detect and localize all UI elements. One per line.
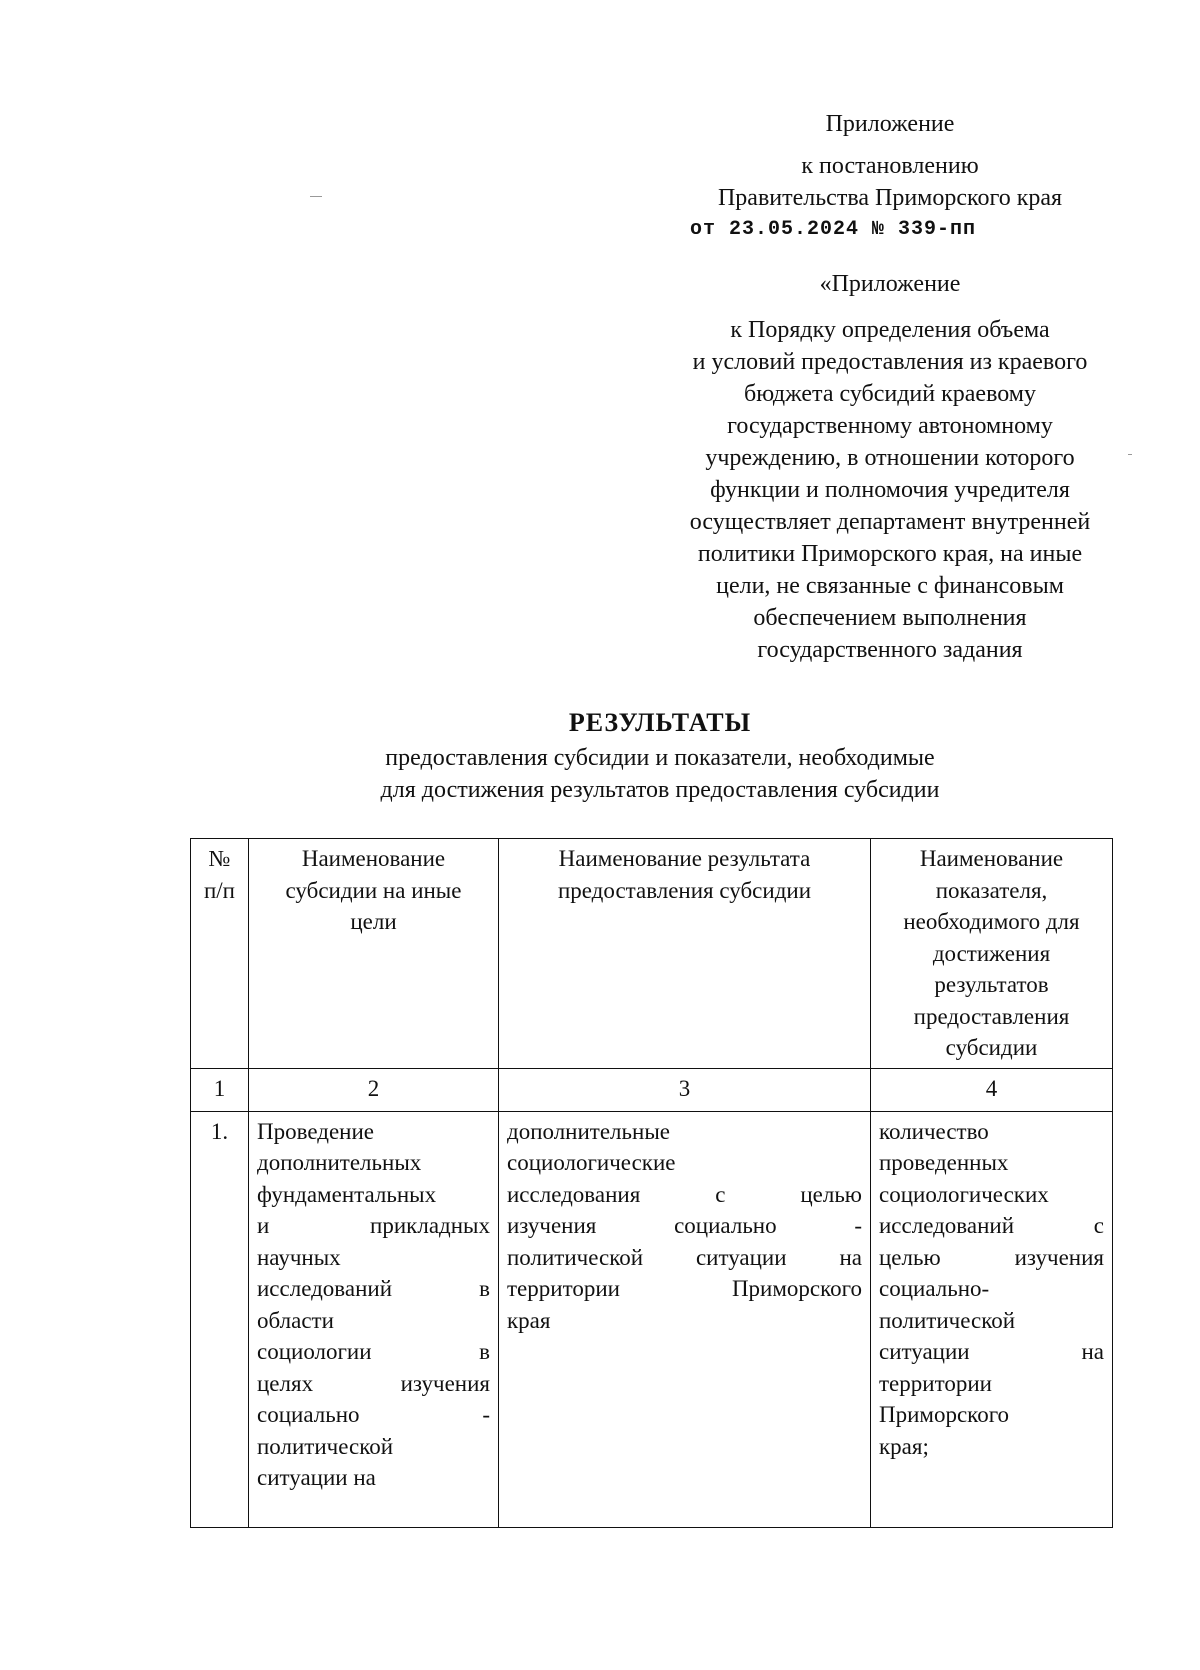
order-line: государственному автономному [727, 413, 1053, 439]
appendix-line: Правительства Приморского края [717, 185, 1063, 211]
appendix-lines [640, 150, 1140, 214]
order-line: политики Приморского края, на иные [697, 541, 1083, 567]
column-number: 3 [499, 1068, 871, 1111]
row-number: 1. [191, 1111, 249, 1528]
order-line: учреждению, в отношении которого [705, 445, 1075, 471]
column-number: 2 [249, 1068, 499, 1111]
column-number: 4 [871, 1068, 1113, 1111]
row-subsidy-name: Проведение дополнительных фундаментальных и прикладных научных исследований в области социологии в целях изучения социально - политической ситуации на [249, 1111, 499, 1528]
table-header-row [191, 839, 1113, 1069]
appendix-line: к постановлению [801, 153, 979, 179]
table-number-row [191, 1068, 1113, 1111]
order-line: функции и полномочия учредителя [710, 477, 1070, 503]
appendix-title: Приложение [825, 111, 955, 137]
order-line: осуществляет департамент внутренней [689, 509, 1091, 535]
order-text [630, 314, 1150, 666]
document-heading: РЕЗУЛЬТАТЫ [568, 708, 752, 737]
order-line: и условий предоставления из краевого [692, 349, 1088, 375]
row-indicator-name: количество проведенных социологических исследований с целью изучения социально- политической ситуации на территории Приморского края; [871, 1111, 1113, 1528]
header-subsidy-name: Наименование субсидии на иные цели [249, 839, 499, 1069]
scan-mark [1128, 454, 1132, 455]
order-line: обеспечением выполнения [753, 605, 1027, 631]
header-result-name: Наименование результата предоставления субсидии [499, 839, 871, 1069]
row-result-name: дополнительные социологические исследования с целью изучения социально - политической ситуации на территории Приморского края [499, 1111, 871, 1528]
order-line: к Порядку определения объема [730, 317, 1050, 343]
order-line: бюджета субсидий краевому [744, 381, 1036, 407]
results-table [190, 838, 1113, 1528]
appendix2-title: «Приложение [819, 271, 961, 297]
header-number: № п/п [191, 839, 249, 1069]
scan-mark [310, 196, 322, 197]
subheading-line: предоставления субсидии и показатели, необходимые [385, 745, 935, 771]
header-indicator-name: Наименование показателя, необходимого для достижения результатов предоставления субсидии [871, 839, 1113, 1069]
subheading-line: для достижения результатов предоставления субсидии [380, 777, 940, 803]
appendix-number: от 23.05.2024 № 339-пп [690, 218, 977, 241]
table-row [191, 1111, 1113, 1528]
order-line: цели, не связанные с финансовым [716, 573, 1064, 599]
order-line: государственного задания [757, 637, 1023, 663]
document-subheading [250, 742, 1070, 806]
column-number: 1 [191, 1068, 249, 1111]
